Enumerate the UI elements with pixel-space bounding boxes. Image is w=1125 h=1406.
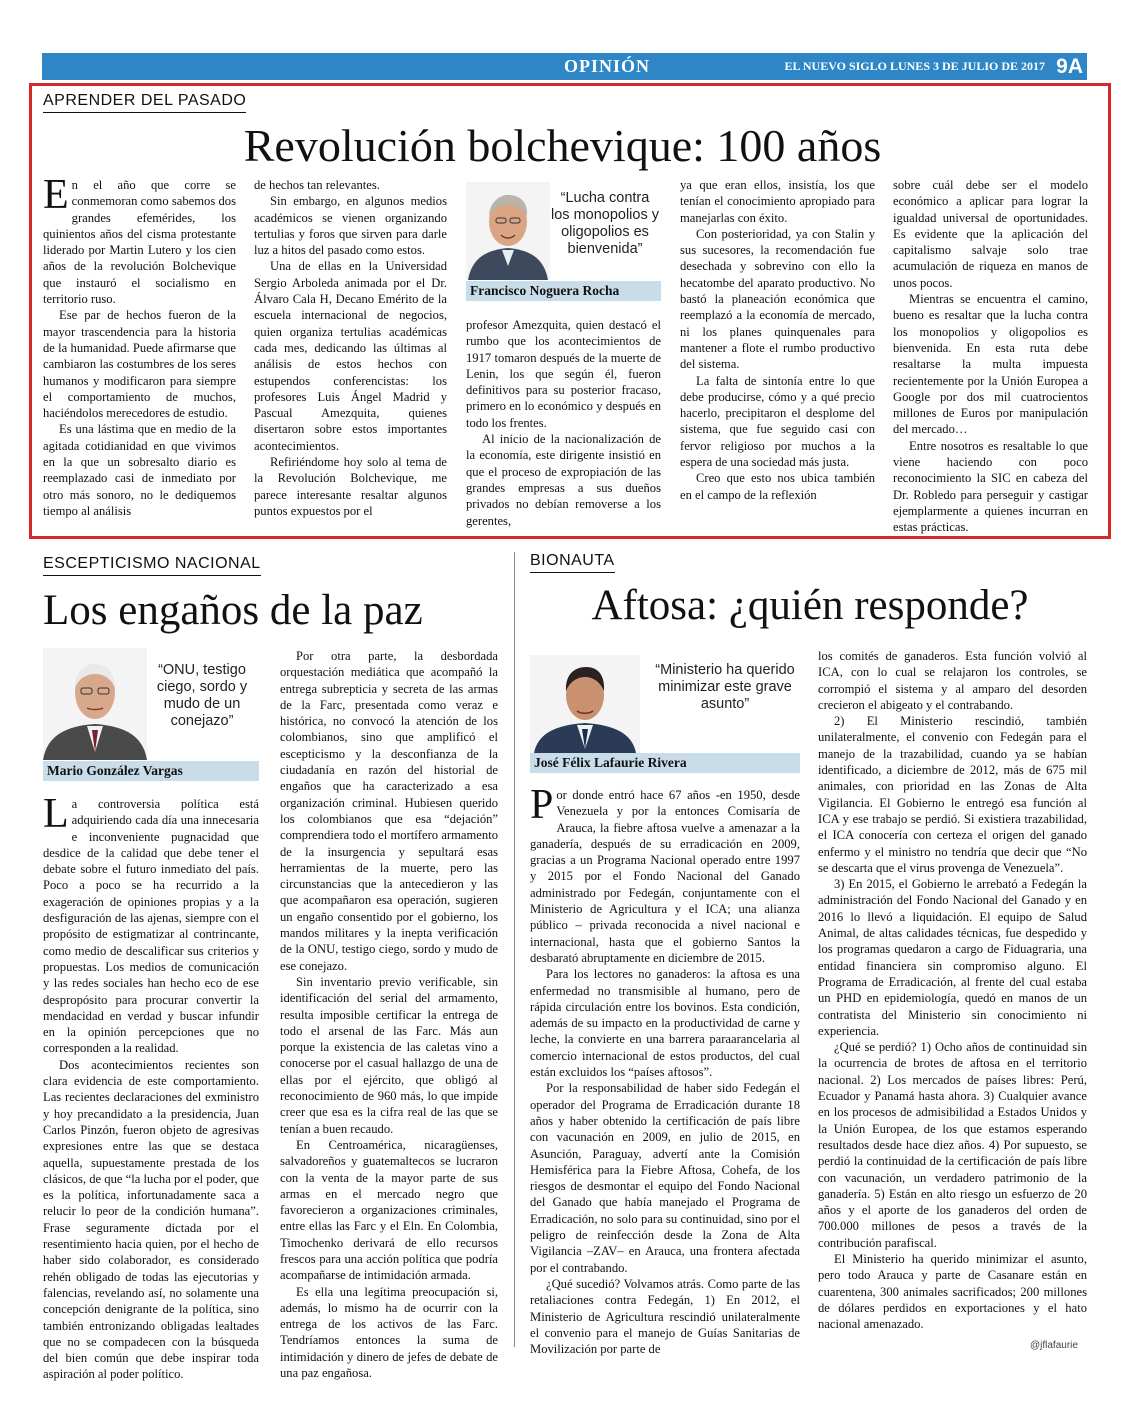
author-portrait-lafaurie bbox=[530, 655, 640, 753]
paragraph: Por la responsabilidad de haber sido Fedegán el operador del Programa de Erradicación durante 18 años y haber obtenido la certificación de país libre con vacunación en 2009, en julio de 2015, en Asunción, Paraguay, advertí ante la Comisión Hemisférica para la Fiebre Aftosa, Cohefa, de los riesgos de desmontar el equipo del Fondo Nacional del Ganado que había manejado el Programa de Erradicación, no solo para su continuidad, sino por el peligro de reinfección desde la Zona de Alta Vigilancia –ZAV– en Arauca, una frontera afectada por el contrabando. bbox=[530, 1081, 800, 1275]
paragraph: En Centroamérica, nicaragüenses, salvadoreños y guatemaltecos se lucraron con la venta de la mayor parte de sus armas en el mercado negro que favorecieron a organizaciones criminales, entre ellas las Farc y el Eln. En Colombia, Timochenko derivará de ello recursos frescos para una acción política que podría acompañarse de intimidación armada. bbox=[280, 1137, 498, 1283]
paragraph: Por otra parte, la desbordada orquestación mediática que acompañó la entrega subrepticia y secreta de las armas de la Farc, presentada como veraz e histórica, no convocó la atención de los colombianos, sino que amplificó el escepticismo y la desconfianza de la ciudadanía en razón del historial de engaños que ha caracterizado a esa organización criminal. Hubiesen querido los colombianos que esa “dejación” comprendiera todo el mortífero armamento de la insurgencia y sepultará esas herramientas de la muerte, pero las circunstancias que la antecedieron y las que acompañaron esa operación, sugieren un engaño consentido por el gobierno, los mandos militares y la inepta verificación de la ONU, testigo ciego, sordo y mudo de ese conejazo. bbox=[280, 649, 498, 973]
paragraph: 2) El Ministerio rescindió, también unilateralmente, el convenio con Fedegán para el manejo de la trazabilidad, cuando ya se habían identificado, a diciembre de 2012, más de 675 mil animales, con prioridad en las Zonas de Alta Vigilancia. El Gobierno le entregó esa función al ICA y ese trabajo se perdió. Si existiera trazabilidad, el ICA conocería con certeza el origen del ganado enfermo y el ministro no tendría que decir que “No se descarta que el virus provenga de Venezuela”. bbox=[818, 714, 1087, 875]
paragraph: de hechos tan relevantes. bbox=[254, 178, 380, 192]
page-number: 9A bbox=[1056, 55, 1083, 78]
paragraph: ya que eran ellos, insistía, los que tenían el conocimiento apropiado para manejarlas con éxito. bbox=[680, 178, 875, 225]
article2-dropcap: L bbox=[43, 791, 69, 837]
portrait-image-icon bbox=[466, 182, 550, 280]
portrait-image-icon bbox=[530, 655, 640, 753]
article3-dropcap: P bbox=[530, 782, 554, 828]
paragraph: Entre nosotros es resaltable lo que viene haciendo con poco reconocimiento la SIC en cabeza del Dr. Robledo para perseguir y castigar ejemplarmente a quienes incurran en estas prácticas. bbox=[893, 438, 1088, 535]
paragraph: Refiriéndome hoy solo al tema de la Revolución Bolchevique, me parece interesante resaltar algunos puntos expuestos por el bbox=[254, 455, 447, 518]
article2-pull-quote: “ONU, testigo ciego, sordo y mudo de un conejazo” bbox=[156, 662, 248, 729]
paragraph: Es una lástima que en medio de la agitada cotidianidad en que vivimos en la que un sobresalto diario es reemplazado casi de inmediato por otro más sonoro, no le dediquemos tiempo al análisis bbox=[43, 422, 236, 518]
article3-title: Aftosa: ¿quién responde? bbox=[591, 582, 1029, 629]
author-portrait-gonzalez bbox=[43, 648, 147, 760]
article1-column-3 bbox=[466, 317, 661, 528]
paragraph: Creo que esto nos ubica también en el campo de la reflexión bbox=[680, 471, 875, 502]
author-twitter-handle[interactable]: @jflafaurie bbox=[1030, 1340, 1078, 1351]
paragraph: los comités de ganaderos. Esta función volvió al ICA, con lo cual se relajaron los controles, se corrompió el sistema y al amparo del desorden crecieron el abigeato y el contrabando. bbox=[818, 649, 1087, 712]
article1-column-2 bbox=[254, 177, 447, 525]
article2-column-2 bbox=[280, 648, 498, 1381]
paragraph: Con posterioridad, ya con Stalin y sus sucesores, la recomendación fue desechada y sobrevino con ello la hecatombe del aparato productivo. No bastó la planeación económica que reemplazó a la economía de mercado, ni los planes quinquenales para mantener a flote el rumbo productivo del sistema. bbox=[680, 226, 875, 372]
paragraph: La falta de sintonía entre lo que debe producirse, cómo y a qué precio hacerlo, precipitaron el desplome del sistema, que fue seguido casi con fervor religioso por muchos a la espera de una sociedad más justa. bbox=[680, 373, 875, 470]
paragraph: Mientras se encuentra el camino, bueno es resaltar que la lucha contra los monopolios y oligopolios es bienvenida. En esta ruta debe resaltarse la multa impuesta recientemente por la Unión Europea a Google por dos mil cuatrocientos millones de Euros por manipulación del mercado… bbox=[893, 292, 1088, 437]
article2-title: Los engaños de la paz bbox=[43, 587, 423, 634]
article1-pull-quote: “Lucha contra los monopolios y oligopolios es bienvenida” bbox=[551, 190, 659, 257]
section-name: OPINIÓN bbox=[563, 56, 650, 76]
author-portrait-noguera bbox=[466, 182, 550, 280]
paragraph: or donde entró hace 67 años -en 1950, desde Venezuela y por la entonces Comisaría de Arauca, la fiebre aftosa vuelve a amenazar a la ganadería, después de su erradicación en 2009, gracias a un Programa Nacional operado entre 1997 y 2015 por el Fondo Nacional del Ganado administrado por Fedegán, conjuntamente con el Ministerio de Agricultura y el ICA; una alianza público – privada reconocida a nivel nacional e internacional, hasta que el gobierno Santos la desbarató abruptamente en diciembre de 2015. bbox=[530, 788, 800, 965]
paragraph: Es ella una legítima preocupación si, además, lo mismo ha de ocurrir con la entrega de los activos de las Farc. Tendríamos entonces la suma de intimidación y dinero de jefes de debate de una paz engañosa. bbox=[280, 1284, 498, 1381]
article3-pull-quote: “Ministerio ha querido minimizar este grave asunto” bbox=[655, 662, 795, 712]
article1-dropcap: E bbox=[43, 172, 69, 218]
paragraph: 3) En 2015, el Gobierno le arrebató a Fedegán la administración del Fondo Nacional del Ganado y en 2016 lo llevó a liquidación. El equipo de Salud Animal, de altas calidades técnicas, fue despedido y los programas quedaron a cargo de Fiduagraria, una entidad financiera sin compromiso alguno. El Programa de Erradicación, al frente del cual estaba un PHD en epidemiología, quedó en manos de un contratista del Ministerio sin conocimiento ni experiencia. bbox=[818, 877, 1087, 1038]
article1-column-5 bbox=[893, 177, 1088, 535]
article1-byline: Francisco Noguera Rocha bbox=[466, 281, 661, 301]
paragraph: ¿Qué se perdió? 1) Ocho años de continuidad sin la ocurrencia de brotes de aftosa en el territorio nacional. 2) Los mercados de países libres: Perú, Ecuador y Panamá hasta ahora. 3) Cualquier avance en los procesos de admisibilidad a Estados Unidos y la Unión Europea, de los que estamos esperando resultados desde hace diez años. 4) Por supuesto, se perdió la continuidad de la certificación de país libre con vacunación, un verdadero patrimonio de la ganadería. 5) Están en alto riesgo un esfuerzo de 20 años y el aporte de los ganaderos del orden de 700.000 millones de pesos a través de la contribución parafiscal. bbox=[818, 1040, 1087, 1250]
article1-column-4 bbox=[680, 177, 875, 525]
paragraph: n el año que corre se conmemoran como sabemos dos grandes efemérides, los quinientos años del cisma protestante liderado por Martin Lutero y los cien años de la revolución Bolchevique que instauró el socialismo en territorio ruso. bbox=[43, 178, 236, 307]
paragraph: Sin embargo, en algunos medios académicos se vienen organizando tertulias y foros que sirven para darle luz a hitos del pasado como estos. bbox=[254, 194, 447, 258]
paragraph: Ese par de hechos fueron de la mayor trascendencia para la historia de la humanidad. Puede afirmarse que cambiaron las costumbres de los seres humanos y modificaron para siempre el comportamiento de muchos, haciéndolos merecedores de estudio. bbox=[43, 308, 236, 421]
article2-kicker: ESCEPTICISMO NACIONAL bbox=[43, 555, 261, 576]
paragraph: profesor Amezquita, quien destacó el rumbo que los acontecimientos de 1917 tomaron después de la muerte de Lenin, los que según él, fueron definitivos para su posterior fracaso, primero en lo económico y después en todo los frentes. bbox=[466, 318, 661, 430]
paragraph: sobre cuál debe ser el modelo económico a aplicar para lograr la igualdad universal de oportunidades. Es evidente que la aplicación del capitalismo salvaje solo trae acumulación de riqueza en manos de unos pocos. bbox=[893, 178, 1088, 290]
article3-column-1 bbox=[530, 782, 800, 1357]
article3-column-2 bbox=[818, 648, 1087, 1338]
article2-byline: Mario González Vargas bbox=[43, 761, 259, 781]
article3-kicker: BIONAUTA bbox=[530, 552, 615, 573]
paragraph: Sin inventario previo verificable, sin identificación del serial del armamento, resulta imposible certificar la entrega de todo el arsenal de las Farc. Más aun porque la existencia de las caletas vino a conocerse por el casual hallazgo de una de ellas por el ejército, que obligó al reconocimiento de 960 más, lo que impide creer que esa es la cifra real de las que se tenían a buen recaudo. bbox=[280, 974, 498, 1136]
article3-byline: José Félix Lafaurie Rivera bbox=[530, 753, 800, 773]
paragraph: Al inicio de la nacionalización de la economía, este dirigente insistió en que el proceso de expropiación de las grandes empresas a sus dueños privados no debían removerse a los gerentes, bbox=[466, 432, 661, 528]
paragraph: a controversia política está adquiriendo cada día una innecesaria e inconveniente pugnacidad que desdice de la calidad que debe tener el debate sobre el futuro inmediato del país. Poco a poco se ha recurrido a la exageración de opiniones propias y a la desfiguración de las ajenas, siempre con el propósito de estigmatizar al contrincante, como medio de descalificar sus criterios y propuestas. Los medios de comunicación y las redes sociales han hecho eco de ese despropósito para procurar convertir la mendacidad en verdad y buscar infundir en la opinión percepciones que no corresponden a la realidad. bbox=[43, 797, 259, 1056]
article2-column-1 bbox=[43, 791, 259, 1382]
paragraph: El Ministerio ha querido minimizar el asunto, pero todo Arauca y parte de Casanare están en cuarentena, 300 animales sacrificados; 200 millones de dólares perdidos en exportaciones y el hato nacional amenazado. bbox=[818, 1251, 1087, 1332]
column-divider bbox=[514, 552, 515, 1347]
section-header-bar bbox=[42, 53, 1087, 80]
article1-kicker: APRENDER DEL PASADO bbox=[43, 92, 246, 113]
paragraph: Para los lectores no ganaderos: la aftosa es una enfermedad no transmisible al humano, pero de rápida circulación entre los bovinos. Esta condición, además de su impacto en la productividad de carne y leche, la convierte en una barrera paraarancelaria al comercio internacional de estos productos, del cual están excluidos los “países aftosos”. bbox=[530, 967, 800, 1080]
article1-column-1 bbox=[43, 172, 236, 525]
article1-title: Revolución bolchevique: 100 años bbox=[243, 120, 882, 171]
portrait-image-icon bbox=[43, 648, 147, 760]
paragraph: Una de ellas en la Universidad Sergio Arboleda animada por el Dr. Álvaro Cala H, Decano Emérito de la escuela internacional de negocios, quien organiza tertulias académicas cada mes, dedicando las últimas al análisis de estos hechos con estupendos conferencistas: los profesores Luis Ángel Madrid y Pascual Amezquita, quienes disertaron sobre estos importantes acontecimientos. bbox=[254, 259, 447, 453]
publication-date: EL NUEVO SIGLO LUNES 3 DE JULIO DE 2017 bbox=[784, 59, 1045, 73]
paragraph: Dos acontecimientos recientes son clara evidencia de este comportamiento. Las recientes declaraciones del exministro y hoy precandidato a la presidencia, Juan Carlos Pinzón, fueron objeto de agresivas expresiones entre las que se destaca aquella, supuestamente prestada de los clásicos, de que “la lucha por el poder, que es la política, infortunadamente saca a relucir lo peor de la condición humana”. Frase seguramente dictada por el resentimiento hacia quien, por el hecho de haber sido colaborador, es considerado rehén obligado de todas las ejecutorias y falencias, revelando así, no solamente una concepción denigrante de la política, sino también entronizando obligadas lealtades que no se compadecen con la búsqueda del bien común que debe inspirar toda aspiración al poder político. bbox=[43, 1057, 259, 1382]
paragraph: ¿Qué sucedió? Volvamos atrás. Como parte de las retaliaciones contra Fedegán, 1) En 2012, el Ministerio de Agricultura rescindió unilateralmente el convenio para el manejo de Guías Sanitarias de Movilización por parte de bbox=[530, 1276, 800, 1357]
